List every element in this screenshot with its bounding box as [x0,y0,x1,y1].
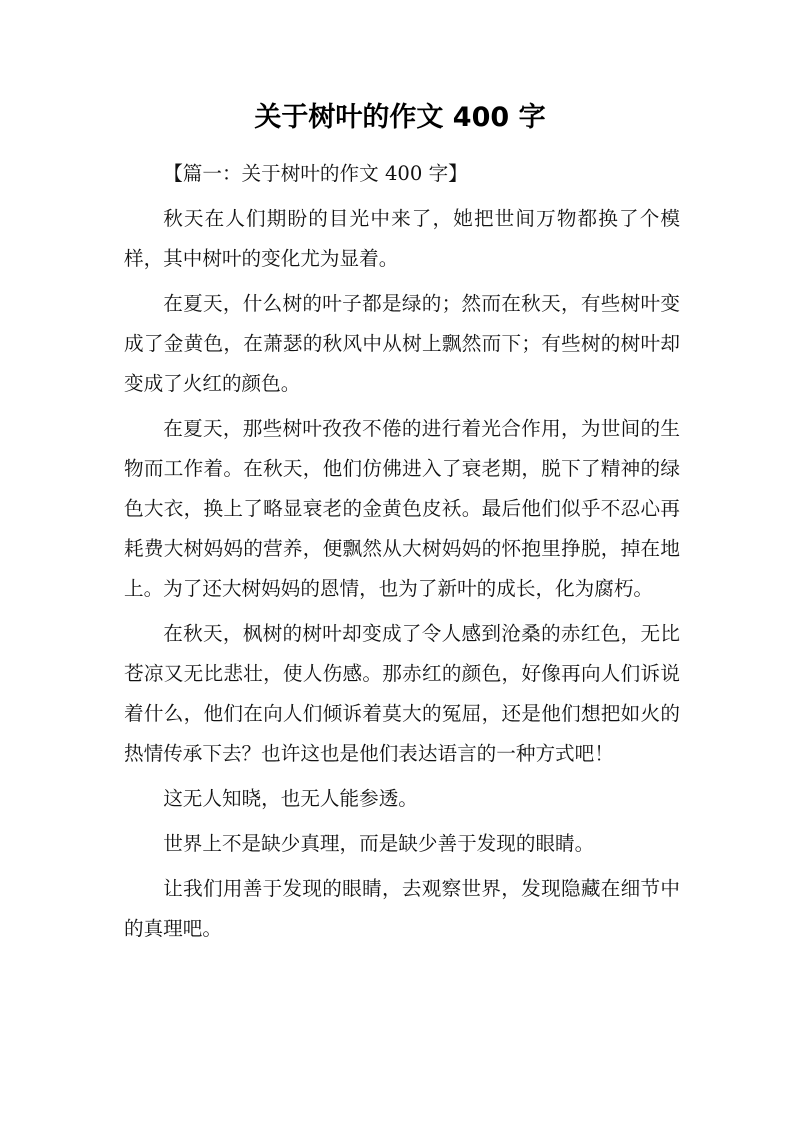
paragraph: 在夏天，什么树的叶子都是绿的；然而在秋天，有些树叶变成了金黄色，在萧瑟的秋风中从树上飘然而下；有些树的树叶却变成了火红的颜色。 [124,292,680,395]
paragraph: 在夏天，那些树叶孜孜不倦的进行着光合作用，为世间的生物而工作着。在秋天，他们仿佛进入了衰老期，脱下了精神的绿色大衣，换上了略显衰老的金黄色皮袄。最后他们似乎不忍心再耗费大树妈妈的营养，便飘然从大树妈妈的怀抱里挣脱，掉在地上。为了还大树妈妈的恩情，也为了新叶的成长，化为腐朽。 [124,417,680,600]
paragraph: 秋天在人们期盼的目光中来了，她把世间万物都换了个模样，其中树叶的变化尤为显着。 [124,207,680,270]
paragraph: 世界上不是缺少真理，而是缺少善于发现的眼睛。 [163,832,595,855]
paragraph: 这无人知晓，也无人能参透。 [163,787,418,810]
section-heading: 【篇一：关于树叶的作文 400 字】 [163,162,468,185]
paragraph: 在秋天，枫树的树叶却变成了令人感到沧桑的赤红色，无比苍凉又无比悲壮，使人伤感。那赤红的颜色，好像再向人们诉说着什么，他们在向人们倾诉着莫大的冤屈，还是他们想把如火的热情传承下去？也许这也是他们表达语言的一种方式吧！ [124,622,680,765]
document-body [124,154,680,954]
document-title: 关于树叶的作文 400 字 [254,102,546,133]
paragraph: 让我们用善于发现的眼睛，去观察世界，发现隐藏在细节中的真理吧。 [124,877,680,940]
